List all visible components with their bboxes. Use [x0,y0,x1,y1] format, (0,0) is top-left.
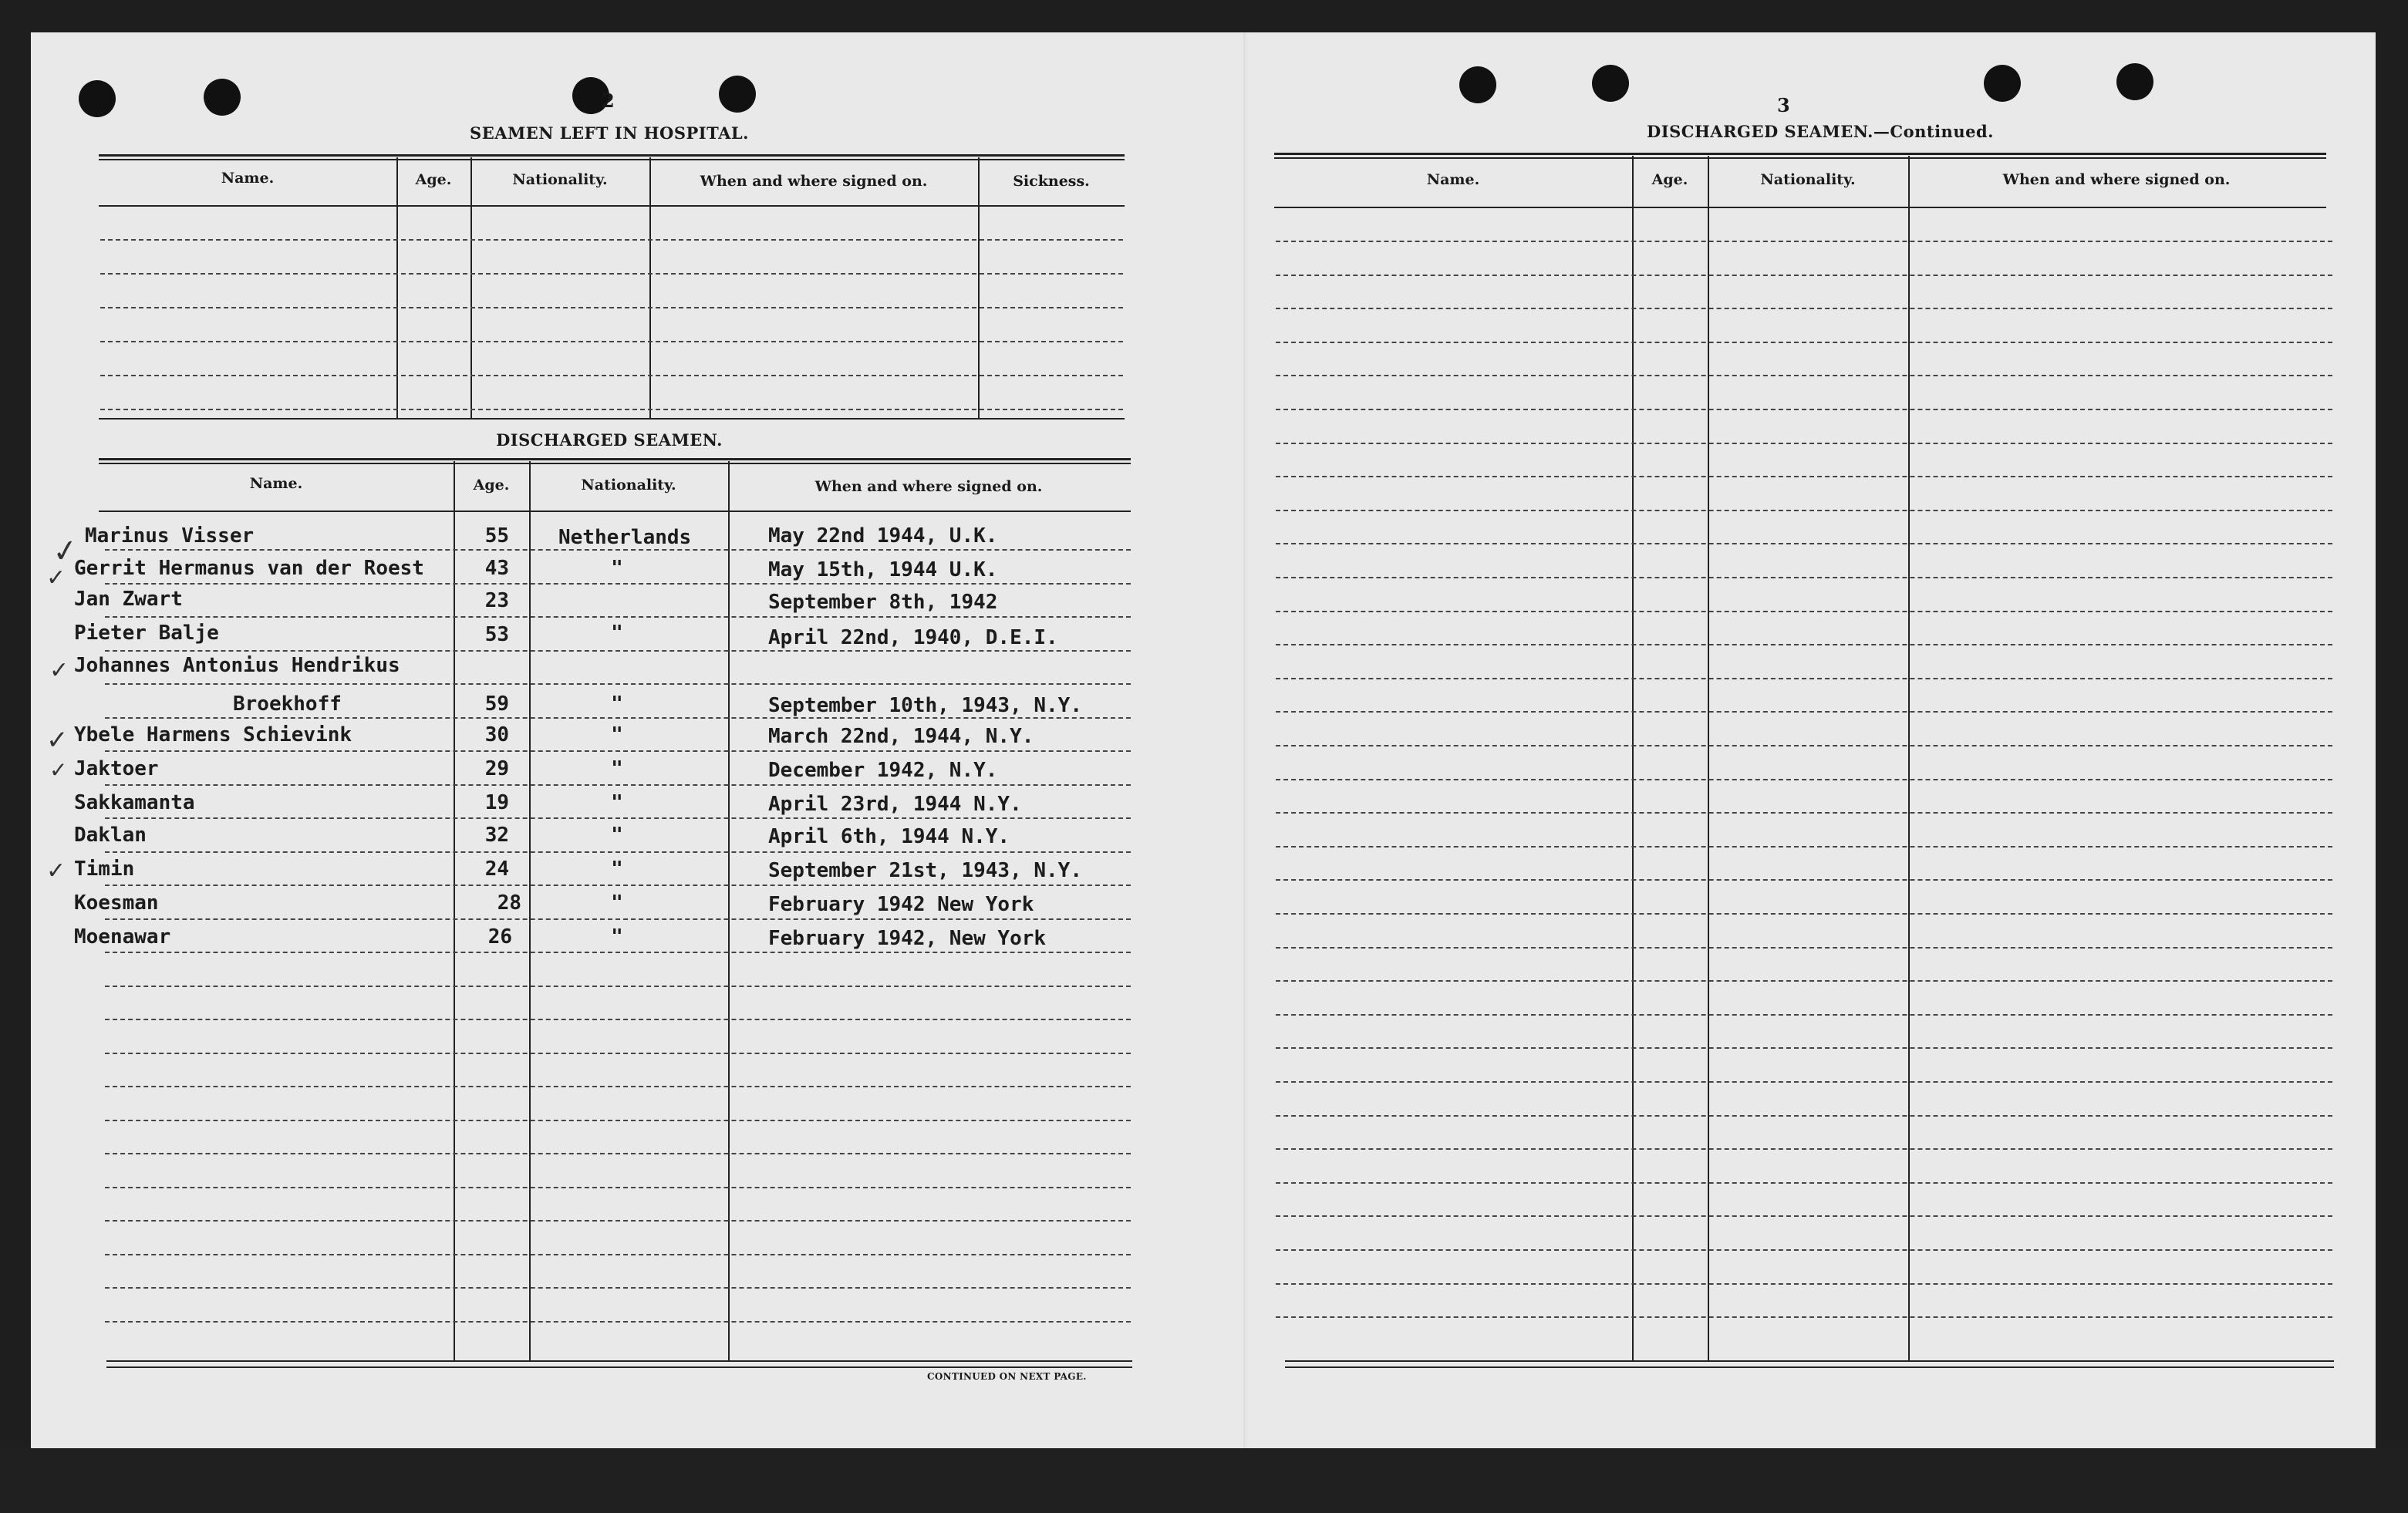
seaman-name: Marinus Visser [85,524,255,548]
seaman-name: Koesman [74,891,159,915]
row-line [1276,443,2332,444]
row-line [1276,846,2332,847]
signed-on: February 1942, New York [768,927,1047,950]
row-line [1276,1182,2332,1184]
row-line [1276,1249,2332,1251]
row-line [1276,1047,2332,1049]
column-divider [649,157,651,420]
table-top-rule [99,154,1125,160]
column-divider [1908,156,1910,1362]
seaman-name: Jan Zwart [74,588,183,611]
scan-background [0,1448,2408,1513]
seaman-name: Johannes Antonius Hendrikus [74,654,400,677]
hospital-section-title: SEAMEN LEFT IN HOSPITAL. [470,123,749,143]
check-mark-icon: ✓ [49,757,68,783]
seaman-name: Jaktoer [74,757,159,780]
column-header-name: Name. [221,170,275,187]
column-header-age: Age. [473,477,510,494]
row-line [100,239,1123,241]
signed-on: May 22nd 1944, U.K. [768,524,998,548]
punch-hole [79,80,116,117]
row-line [105,1187,1131,1188]
header-rule [99,205,1125,207]
discharged-section-title: DISCHARGED SEAMEN. [496,430,723,450]
seaman-age: 23 [484,589,509,612]
seaman-nationality: " [611,757,623,780]
seaman-age: 53 [484,623,509,646]
column-divider [470,157,472,420]
punch-hole [1984,65,2021,102]
document-sheet [31,32,2376,1448]
seaman-nationality: " [611,791,623,814]
row-line [100,375,1123,376]
row-line [105,549,1131,551]
column-divider [1632,156,1634,1362]
seaman-age: 59 [484,692,509,716]
row-line [1276,1081,2332,1083]
seaman-nationality: " [611,622,623,645]
seaman-name: Sakkamanta [74,791,195,814]
page-number: 3 [1777,94,1790,116]
seaman-age: 30 [484,723,509,746]
column-header-signed-on: When and where signed on. [814,478,1043,495]
table-bottom-rule [99,418,1125,420]
row-line [1276,947,2332,949]
row-line [1276,879,2332,881]
column-header-sickness: Sickness. [1013,173,1090,190]
signed-on: May 15th, 1944 U.K. [768,558,998,581]
seaman-name: Ybele Harmens Schievink [74,723,352,746]
row-line [1276,375,2332,376]
row-line [105,986,1131,987]
row-line [105,817,1131,819]
row-line [1276,543,2332,544]
column-header-nationality: Nationality. [1760,171,1856,188]
row-line [105,1019,1131,1020]
check-mark-icon: ✓ [46,858,66,885]
row-line [100,307,1123,308]
row-line [1276,476,2332,477]
row-line [1276,1115,2332,1117]
seaman-nationality: " [611,858,623,881]
seaman-age: 55 [484,524,509,548]
column-divider [1708,156,1709,1362]
table-top-rule [1274,153,2326,159]
row-line [1276,644,2332,645]
table-bottom-rule [1285,1360,2334,1362]
punch-hole [2116,63,2153,100]
row-line [1276,1283,2332,1285]
row-line [1276,611,2332,612]
row-line [105,1053,1131,1054]
row-line [100,341,1123,342]
row-line [1276,711,2332,713]
row-line [105,885,1131,886]
seaman-age: 29 [484,757,509,780]
header-rule [1274,207,2326,208]
column-divider [728,461,730,1362]
signed-on: September 8th, 1942 [768,591,998,614]
row-line [1276,1148,2332,1150]
seaman-nationality: " [611,824,623,847]
row-line [1276,1215,2332,1217]
row-line [105,1120,1131,1121]
seaman-nationality: " [611,891,623,915]
row-line [1276,913,2332,915]
check-mark-icon: ✓ [49,657,69,684]
row-line [105,1220,1131,1222]
table-bottom-rule [1285,1366,2334,1368]
page-fold [1243,32,1248,1448]
row-line [1276,1014,2332,1016]
row-line [105,1321,1131,1323]
column-divider [978,157,980,420]
column-header-nationality: Nationality. [512,171,608,188]
right-section-title: DISCHARGED SEAMEN.—Continued. [1647,122,1994,141]
seaman-age: 32 [484,824,509,847]
row-line [100,409,1123,410]
page-number: 2 [602,89,615,112]
signed-on: April 22nd, 1940, D.E.I. [768,626,1058,649]
table-bottom-rule [106,1360,1132,1362]
row-line [105,952,1131,953]
row-line [1276,779,2332,780]
row-line [1276,980,2332,982]
row-line [105,784,1131,786]
row-line [1276,812,2332,814]
signed-on: December 1942, N.Y. [768,759,998,782]
punch-hole [1459,66,1496,103]
row-line [105,650,1131,652]
signed-on: September 10th, 1943, N.Y. [768,694,1082,717]
row-line [105,616,1131,618]
table-top-rule [99,458,1131,464]
header-rule [99,511,1131,512]
row-line [105,583,1131,585]
seaman-nationality: " [611,557,623,580]
seaman-age: 19 [484,791,509,814]
seaman-age: 24 [484,858,509,881]
seaman-nationality: " [611,925,623,949]
signed-on: February 1942 New York [768,893,1034,916]
row-line [105,1287,1131,1289]
column-header-name: Name. [1426,171,1480,188]
signed-on: April 6th, 1944 N.Y. [768,825,1010,848]
seaman-age: 28 [497,891,521,915]
continued-note: CONTINUED ON NEXT PAGE. [927,1371,1087,1382]
row-line [1276,342,2332,343]
seaman-name: Gerrit Hermanus van der Roest [74,557,424,580]
row-line [105,683,1131,685]
row-line [1276,1316,2332,1318]
row-line [105,1086,1131,1087]
seaman-age: 43 [484,557,509,580]
seaman-nationality: " [611,723,623,746]
table-bottom-rule [106,1366,1132,1368]
row-line [105,851,1131,853]
row-line [1276,678,2332,679]
row-line [1276,409,2332,410]
row-line [105,750,1131,752]
row-line [100,273,1123,275]
row-line [105,1153,1131,1154]
check-mark-icon: ✓ [49,531,81,571]
column-header-signed-on: When and where signed on. [2002,171,2231,188]
seaman-name: Pieter Balje [74,622,219,645]
row-line [1276,275,2332,276]
row-line [1276,308,2332,309]
seaman-name: Moenawar [74,925,171,949]
row-line [105,918,1131,920]
signed-on: April 23rd, 1944 N.Y. [768,793,1022,816]
punch-hole [719,76,756,113]
check-mark-icon: ✓ [46,564,66,591]
seaman-age: 26 [487,925,512,949]
seaman-nationality: " [611,692,623,716]
column-divider [396,157,398,420]
column-header-age: Age. [1651,171,1688,188]
seaman-name: Timin [74,858,135,881]
column-header-nationality: Nationality. [581,477,676,494]
seaman-nationality: Netherlands [558,526,692,549]
row-line [1276,577,2332,578]
column-divider [529,461,531,1362]
column-header-name: Name. [249,475,303,492]
column-header-signed-on: When and where signed on. [700,173,928,190]
seaman-name: Daklan [74,824,147,847]
row-line [1276,241,2332,242]
signed-on: March 22nd, 1944, N.Y. [768,725,1034,748]
check-mark-icon: ✓ [46,725,69,756]
seaman-name: Broekhoff [233,692,342,716]
row-line [1276,745,2332,746]
punch-hole [1592,65,1629,102]
row-line [105,1254,1131,1255]
signed-on: September 21st, 1943, N.Y. [768,859,1082,882]
column-header-age: Age. [415,171,452,188]
row-line [1276,510,2332,511]
punch-hole [204,79,241,116]
